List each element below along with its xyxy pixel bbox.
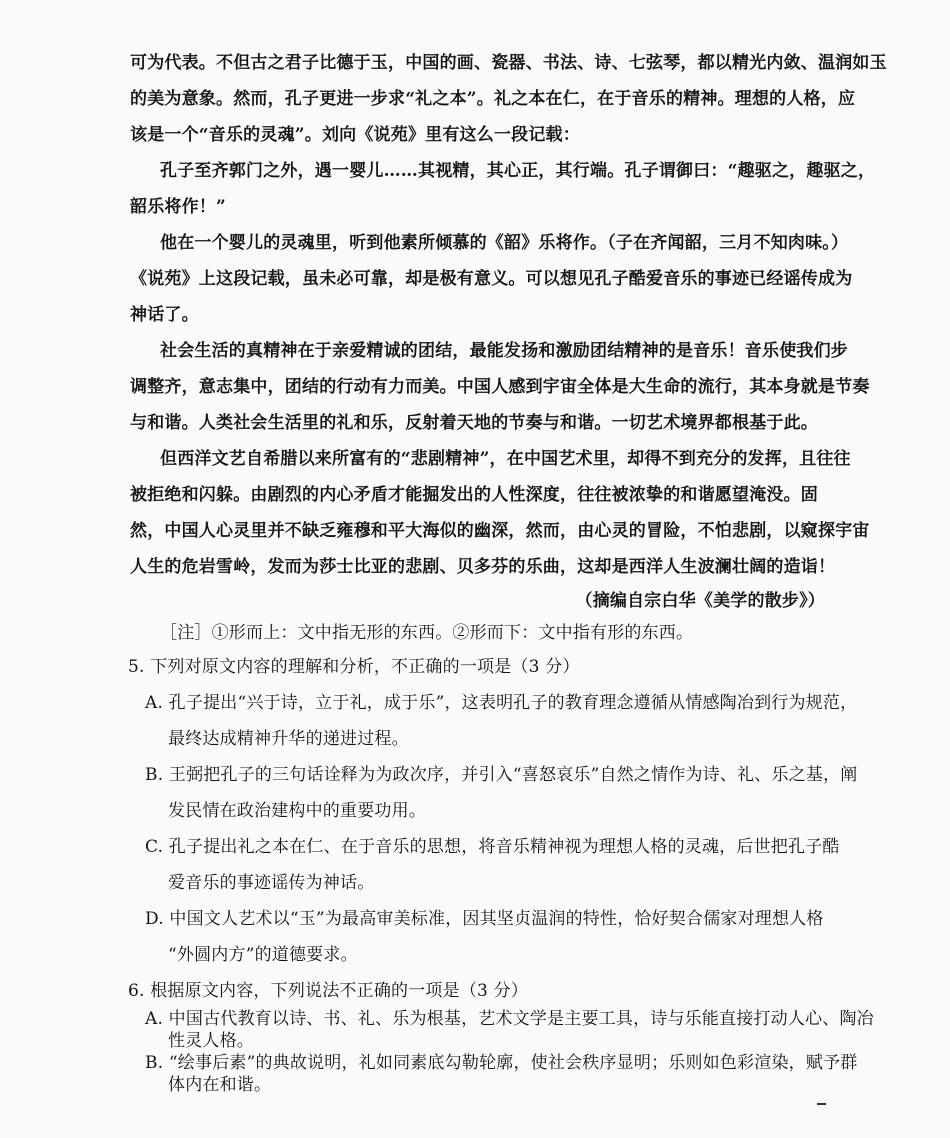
option-5b: B. 王弼把孔子的三句话诠释为为政次序，并引入“喜怒哀乐”自然之情作为诗、礼、乐之基，阐 xyxy=(145,765,858,785)
question-stem-5: 5. 下列对原文内容的理解和分析，不正确的一项是（3 分） xyxy=(128,657,580,677)
passage-line: 社会生活的真精神在于亲爱精诚的团结，最能发扬和激励团结精神的是音乐！音乐使我们步 xyxy=(160,341,848,361)
passage-line: 人生的危岩雪岭，发而为莎士比亚的悲剧、贝多芬的乐曲，这却是西洋人生波澜壮阔的造诣！ xyxy=(130,557,836,577)
passage-line: 孔子至齐郭门之外，遇一婴儿……其视精，其心正，其行端。孔子谓御曰：“趣驱之，趣驱之， xyxy=(160,161,876,181)
option-5c: C. 孔子提出礼之本在仁、在于音乐的思想，将音乐精神视为理想人格的灵魂，后世把孔子酷 xyxy=(145,837,840,857)
option-5a-cont: 最终达成精神升华的递进过程。 xyxy=(168,729,409,749)
passage-line: 然，中国人心灵里并不缺乏雍穆和平大海似的幽深，然而，由心灵的冒险，不怕悲剧，以窥探宇宙 xyxy=(130,521,870,541)
option-6b: B. “绘事后素”的典故说明，礼如同素底勾勒轮廓，使社会秩序显明；乐则如色彩渲染，赋予群 xyxy=(145,1053,858,1073)
passage-line: 的美为意象。然而，孔子更进一步求“礼之本”。礼之本在仁，在于音乐的精神。理想的人格，应 xyxy=(130,89,856,109)
passage-line: 神话了。 xyxy=(130,305,199,325)
option-5a: A. 孔子提出“兴于诗，立于礼，成于乐”，这表明孔子的教育理念遵循从情感陶冶到行为规范， xyxy=(145,693,858,713)
passage-line: 韶乐将作！” xyxy=(130,197,226,217)
passage-line: 与和谐。人类社会生活里的礼和乐，反射着天地的节奏与和谐。一切艺术境界都根基于此。 xyxy=(130,413,818,433)
option-5d: D. 中国文人艺术以“玉”为最高审美标准，因其坚贞温润的特性，恰好契合儒家对理想人格 xyxy=(145,909,824,929)
option-6b-cont: 体内在和谐。 xyxy=(168,1075,272,1095)
passage-line: 《说苑》上这段记载，虽未必可靠，却是极有意义。可以想见孔子酷爱音乐的事迹已经谣传成为 xyxy=(130,269,853,289)
passage-line: 可为代表。不但古之君子比德于玉，中国的画、瓷器、书法、诗、七弦琴，都以精光内敛、温润如玉 xyxy=(130,53,887,73)
option-5b-cont: 发民情在政治建构中的重要功用。 xyxy=(168,801,426,821)
option-5c-cont: 爱音乐的事迹谣传为神话。 xyxy=(168,873,375,893)
passage-note: ［注］①形而上：文中指无形的东西。②形而下：文中指有形的东西。 xyxy=(160,623,694,643)
passage-source: （摘编自宗白华《美学的散步》） xyxy=(575,591,825,611)
passage-line: 该是一个“音乐的灵魂”。刘向《说苑》里有这么一段记载： xyxy=(130,125,580,145)
passage-line: 调整齐，意志集中，团结的行动有力而美。中国人感到宇宙全体是大生命的流行，其本身就是节奏 xyxy=(130,377,870,397)
option-6a: A. 中国古代教育以诗、书、礼、乐为根基，艺术文学是主要工具，诗与乐能直接打动人心、陶冶 xyxy=(145,1009,874,1029)
question-stem-6: 6. 根据原文内容，下列说法不正确的一项是（3 分） xyxy=(128,981,529,1001)
passage-line: 但西洋文艺自希腊以来所富有的“悲剧精神”，在中国艺术里，却得不到充分的发挥，且往往 xyxy=(160,449,851,469)
passage-line: 被拒绝和闪躲。由剧烈的内心矛盾才能掘发出的人性深度，往往被浓挚的和谐愿望淹没。固 xyxy=(130,485,818,505)
page-edge-mark xyxy=(817,1103,826,1105)
passage-line: 他在一个婴儿的灵魂里，听到他素所倾慕的《韶》乐将作。（子在齐闻韶，三月不知肉味。） xyxy=(160,233,849,253)
option-5d-cont: “外圆内方”的道德要求。 xyxy=(168,945,358,965)
option-6a-cont: 性灵人格。 xyxy=(168,1031,254,1051)
